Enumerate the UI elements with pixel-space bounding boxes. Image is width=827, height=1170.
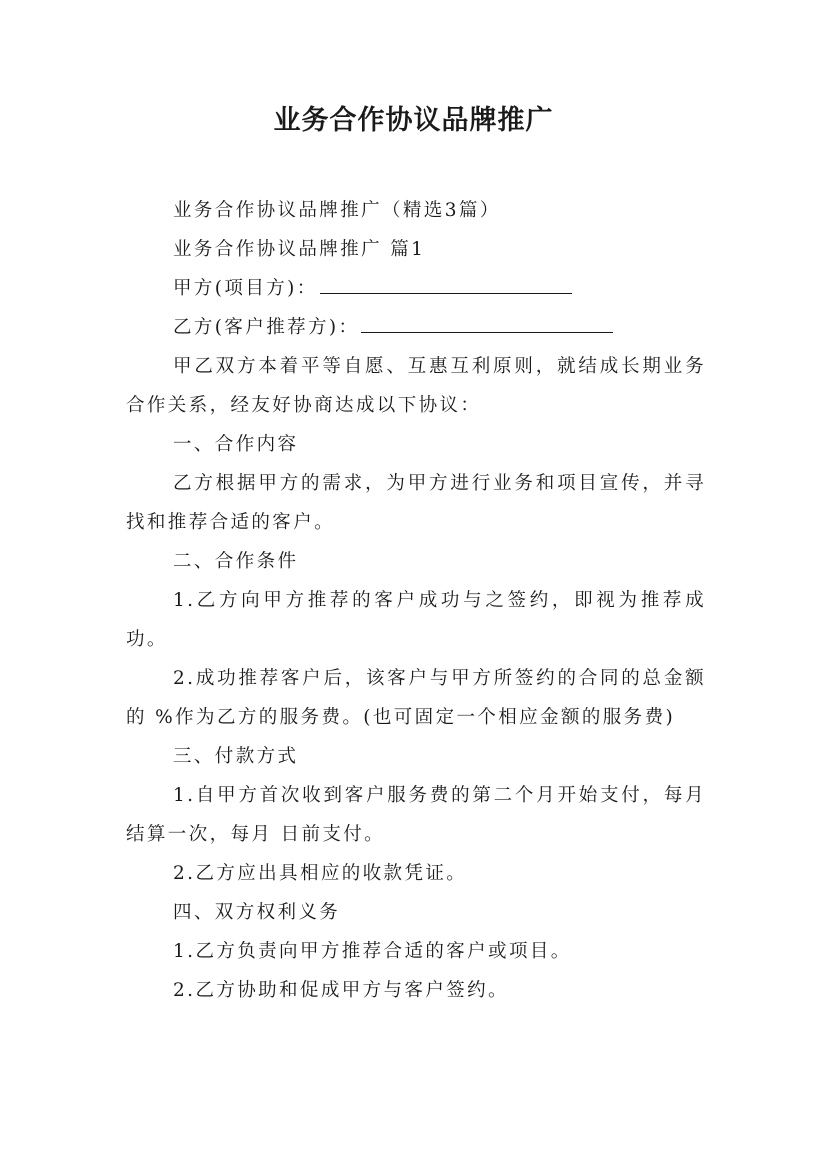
party-a-blank — [320, 271, 572, 294]
party-b-line — [126, 308, 706, 347]
clause-heading-3: 三、付款方式 — [173, 746, 299, 767]
document-title: 业务合作协议品牌推广 — [273, 105, 554, 136]
party-a-line — [126, 269, 706, 308]
party-b-label: 乙方(客户推荐方)： — [173, 317, 360, 338]
party-a-label: 甲方(项目方)： — [173, 278, 318, 299]
clause-paragraph: 2.成功推荐客户后，该客户与甲方所签约的合同的总金额的 %作为乙方的服务费。(也可固定一个相应金额的服务费) — [126, 668, 706, 728]
clause-paragraph: 1.乙方负责向甲方推荐合适的客户或项目。 — [173, 941, 572, 962]
clause-paragraph: 1.乙方向甲方推荐的客户成功与之签约，即视为推荐成功。 — [126, 590, 706, 650]
party-b-blank — [361, 310, 613, 333]
clause-paragraph: 乙方根据甲方的需求，为甲方进行业务和项目宣传，并寻找和推荐合适的客户。 — [126, 473, 706, 533]
intro-paragraph: 甲乙双方本着平等自愿、互惠互利原则，就结成长期业务合作关系，经友好协商达成以下协议： — [126, 356, 706, 416]
document-body — [126, 191, 706, 1010]
section-heading-paragraph: 业务合作协议品牌推广 篇1 — [173, 239, 426, 260]
clause-paragraph: 2.乙方协助和促成甲方与客户签约。 — [173, 980, 509, 1001]
clause-paragraph: 1.自甲方首次收到客户服务费的第二个月开始支付，每月结算一次，每月 日前支付。 — [126, 785, 706, 845]
clause-paragraph: 2.乙方应出具相应的收款凭证。 — [173, 863, 468, 884]
clause-heading-1: 一、合作内容 — [173, 434, 299, 455]
clause-heading-2: 二、合作条件 — [173, 551, 299, 572]
subtitle-paragraph: 业务合作协议品牌推广（精选3篇） — [173, 200, 501, 221]
clause-heading-4: 四、双方权利义务 — [173, 902, 341, 923]
